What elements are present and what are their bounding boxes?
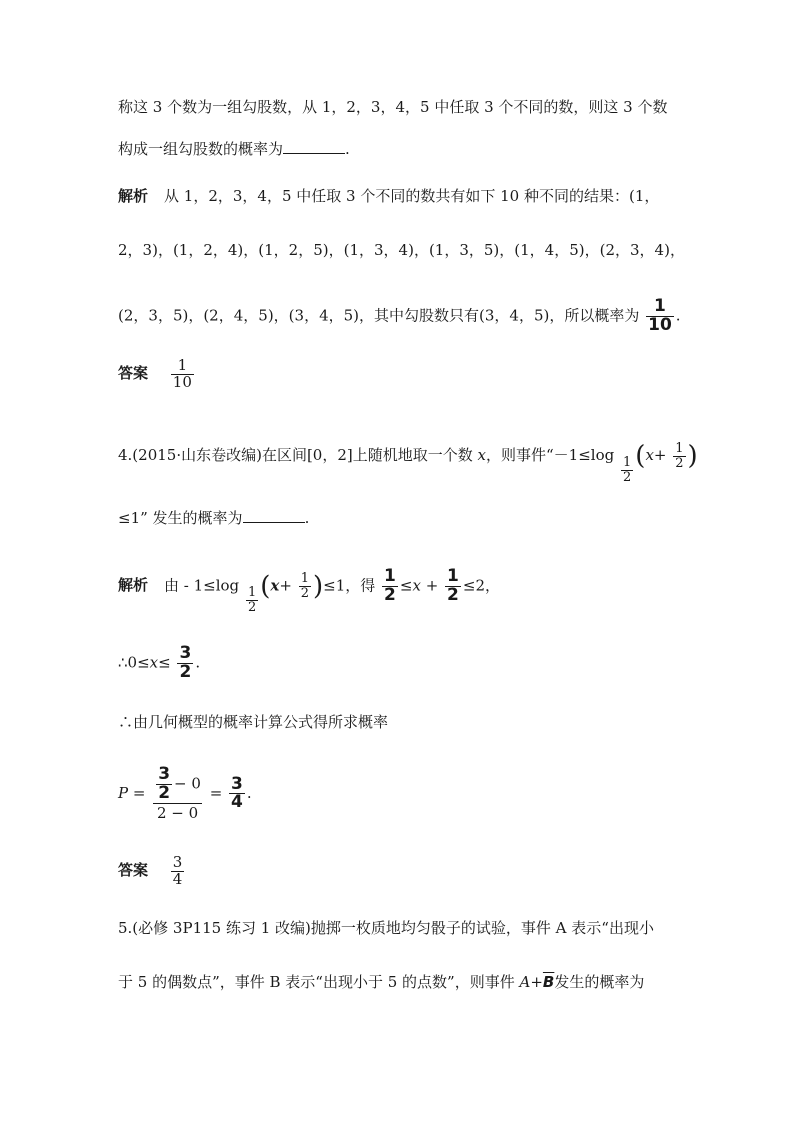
log-base-fraction: $\frac{1}{2}$ <box>623 455 632 485</box>
answer-blank <box>243 508 305 523</box>
solution-label: 解析 <box>118 576 149 595</box>
solution-1-line-3: (2，3，5)，(2，4，5)，(3，4，5)，其中勾股数只有(3，4，5)，所以概率为 $\frac{1}{10}$ . <box>118 296 681 335</box>
solution-2-line-3: ∴由几何概型的概率计算公式得所求概率 <box>118 713 389 731</box>
probability-formula: P = $\frac{3}{2}$ − 0 2 − 0 = $\frac{3}{4}$ . <box>118 764 252 822</box>
text: 构成一组勾股数的概率为 <box>118 140 284 158</box>
answer-fraction: $\frac{1}{10}$ <box>172 356 192 391</box>
solution-1-line-1 <box>118 186 659 206</box>
compound-fraction: $\frac{3}{2}$ − 0 2 − 0 <box>150 766 205 822</box>
fraction-one-tenth: $\frac{1}{10}$ <box>648 296 672 335</box>
text-line-2: 构成一组勾股数的概率为 . <box>118 140 350 158</box>
answer-label: 答案 <box>118 861 149 880</box>
solution-1-line-2 <box>118 240 685 260</box>
question-4-line-2: ≤1” 发生的概率为 . <box>118 509 310 527</box>
question-5-line-2: 于 5 的偶数点”，事件 B 表示“出现小于 5 的点数”，则事件 $A+\overline{B}$发生的概率为 <box>118 973 645 991</box>
answer-blank <box>283 139 345 154</box>
answer-label: 答案 <box>118 364 149 383</box>
question-4-line-1: 4.(2015·山东卷改编)在区间[0，2]上随机地取一个数 x，则事件“－1≤log $\frac{1}{2}$ (x+ $\frac{1}{2}$ ) <box>118 441 698 485</box>
question-5-line-1: 5.(必修 3P115 练习 1 改编)抛掷一枚质地均匀骰子的试验，事件 A 表示“出现小 <box>118 919 654 937</box>
text: 从 1，2，3，4，5 中任取 3 个不同的数共有如下 10 种不同的结果：(1， <box>164 187 660 205</box>
text: (2，3，5)，(2，4，5)，(3，4，5)，其中勾股数只有(3，4，5)，所以概率为 <box>118 306 640 325</box>
answer-1 <box>118 358 196 391</box>
solution-2-line-1: 解析 由 - 1≤log $\frac{1}{2}$ (x+ $\frac{1}{2}$ )≤1，得 $\frac{1}{2}$ ≤x + $\frac{1}{2}$ ≤2， <box>118 566 501 615</box>
text: 称这 3 个数为一组勾股数，从 1，2，3，4，5 中任取 3 个不同的数，则这 3 个数 <box>118 98 668 116</box>
solution-2-line-2: ∴0≤x≤ $\frac{3}{2}$ . <box>118 643 201 682</box>
inner-fraction: $\frac{1}{2}$ <box>675 441 684 471</box>
complement-b: $\overline{B}$ <box>542 973 555 991</box>
text-line-1 <box>118 97 668 117</box>
answer-2: 答案 $\frac{3}{4}$ <box>118 853 183 888</box>
solution-label: 解析 <box>118 187 149 205</box>
text: 2，3)，(1，2，4)，(1，2，5)，(1，3，4)，(1，3，5)，(1，4，5)，(2，3，4)， <box>118 241 685 259</box>
